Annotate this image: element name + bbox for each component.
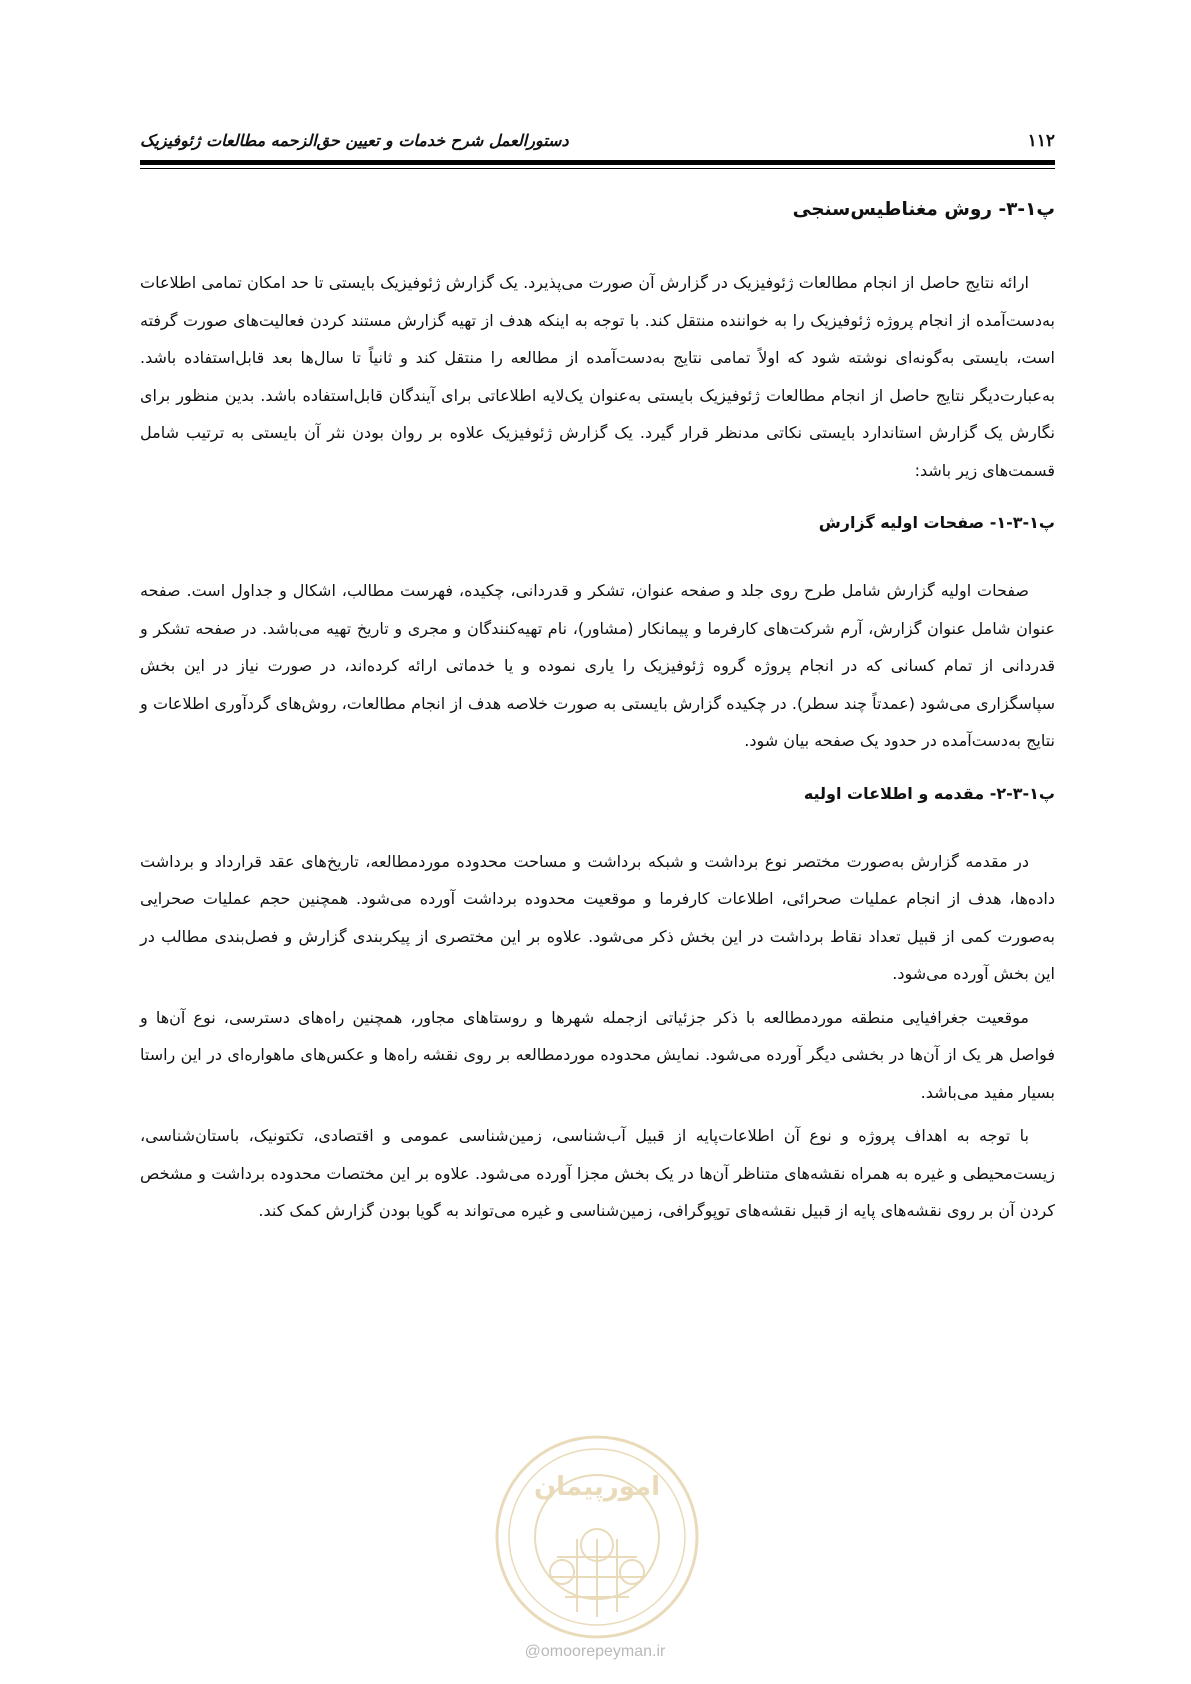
page-body xyxy=(140,190,1055,1230)
page-header xyxy=(140,125,1055,155)
omoore-peyman-seal-icon xyxy=(487,1427,707,1647)
running-title: دستورالعمل شرح خدمات و تعیین حق‌الزحمه مطالعات ژئوفیزیک xyxy=(140,131,569,150)
section-heading-magnetometry: پ۱-۳- روش مغناطیس‌سنجی xyxy=(792,199,1055,220)
header-rule-thick xyxy=(140,160,1055,165)
section-heading-introduction: پ۱-۳-۲- مقدمه و اطلاعات اولیه xyxy=(803,783,1055,803)
page-number: ۱۱۲ xyxy=(1027,131,1055,151)
paragraph: ارائه نتایج حاصل از انجام مطالعات ژئوفیزیک در گزارش آن صورت می‌پذیرد. یک گزارش ژئوفیزیک بایستی تا حد امکان تمامی اطلاعات به‌دست‌آمده از انجام پروژه ژئوفیزیک را به خواننده منتقل کند. با توجه به اینکه هدف از تهیه گزارش مستند کردن فعالیت‌های صورت گرفته است، بایستی به‌گونه‌ای نوشته شود که اولاً تمامی نتایج به‌دست‌آمده از مطالعه را منتقل کند و ثانیاً تا سال‌ها بعد قابل‌استفاده باشد. به‌عبارت‌دیگر نتایج حاصل از انجام مطالعات ژئوفیزیک بایستی به‌عنوان یک‌لایه اطلاعاتی برای آیندگان قابل‌استفاده باشد. بدین منظور برای نگارش یک گزارش استاندارد بایستی نکاتی مدنظر قرار گیرد. یک گزارش ژئوفیزیک علاوه بر روان بودن نثر آن بایستی به ترتیب شامل قسمت‌های زیر باشد: xyxy=(140,273,1055,480)
header-rule-thin xyxy=(140,168,1055,169)
paragraph: با توجه به اهداف پروژه و نوع آن اطلاعات‌پایه از قبیل آب‌شناسی، زمین‌شناسی عمومی و اقتصادی، تکتونیک، باستان‌شناسی، زیست‌محیطی و غیره به همراه نقشه‌های متناظر آن‌ها در یک بخش مجزا آورده می‌شود. علاوه بر این مختصات محدوده برداشت و مشخص کردن آن بر روی نقشه‌های پایه از قبیل نقشه‌های توپوگرافی، زمین‌شناسی و غیره می‌تواند به گویا بودن گزارش کمک کند. xyxy=(140,1126,1055,1220)
watermark-logo-text: امورپیمان xyxy=(533,1472,661,1502)
paragraph: موقعیت جغرافیایی منطقه موردمطالعه با ذکر جزئیاتی ازجمله شهرها و روستاهای مجاور، همچنین راه‌های دسترسی، نوع آن‌ها و فواصل هر یک از آن‌ها در بخشی دیگر آورده می‌شود. نمایش محدوده موردمطالعه بر روی نقشه راه‌ها و عکس‌های ماهواره‌ای در این راستا بسیار مفید می‌باشد. xyxy=(140,1007,1055,1102)
paragraph: در مقدمه گزارش به‌صورت مختصر نوع برداشت و شبکه برداشت و مساحت محدوده موردمطالعه، تاریخ‌های عقد قرارداد و برداشت داده‌ها، هدف از انجام عملیات صحرائی، اطلاعات کارفرما و موقعیت محدوده برداشت آورده می‌شود. همچنین حجم عملیات صحرایی به‌صورت کمی از قبیل تعداد نقاط برداشت در این بخش ذکر می‌شود. علاوه بر این مختصری از پیکربندی گزارش و فصل‌بندی مطالب در این بخش آورده می‌شود. xyxy=(140,851,1055,983)
section-heading-preliminary-pages: پ۱-۳-۱- صفحات اولیه گزارش xyxy=(818,513,1055,532)
watermark-url: @omoorepeyman.ir xyxy=(524,1643,666,1660)
paragraph: صفحات اولیه گزارش شامل طرح روی جلد و صفحه عنوان، تشکر و قدردانی، چکیده، فهرست مطالب، اشکال و جداول است. صفحه عنوان شامل عنوان گزارش، آرم شرکت‌های کارفرما و پیمانکار (مشاور)، نام تهیه‌کنندگان و مجری و تاریخ تهیه می‌باشد. در صفحه تشکر و قدردانی از تمام کسانی که در انجام پروژه گروه ژئوفیزیک را یاری نموده و یا خدماتی ارائه کرده‌اند، در صورت نیاز در این بخش سپاسگزاری می‌شود (عمدتاً چند سطر). در چکیده گزارش بایستی به صورت خلاصه هدف از انجام مطالعات، روش‌های گردآوری اطلاعات و نتایج به‌دست‌آمده در حدود یک صفحه بیان شود. xyxy=(140,581,1055,750)
